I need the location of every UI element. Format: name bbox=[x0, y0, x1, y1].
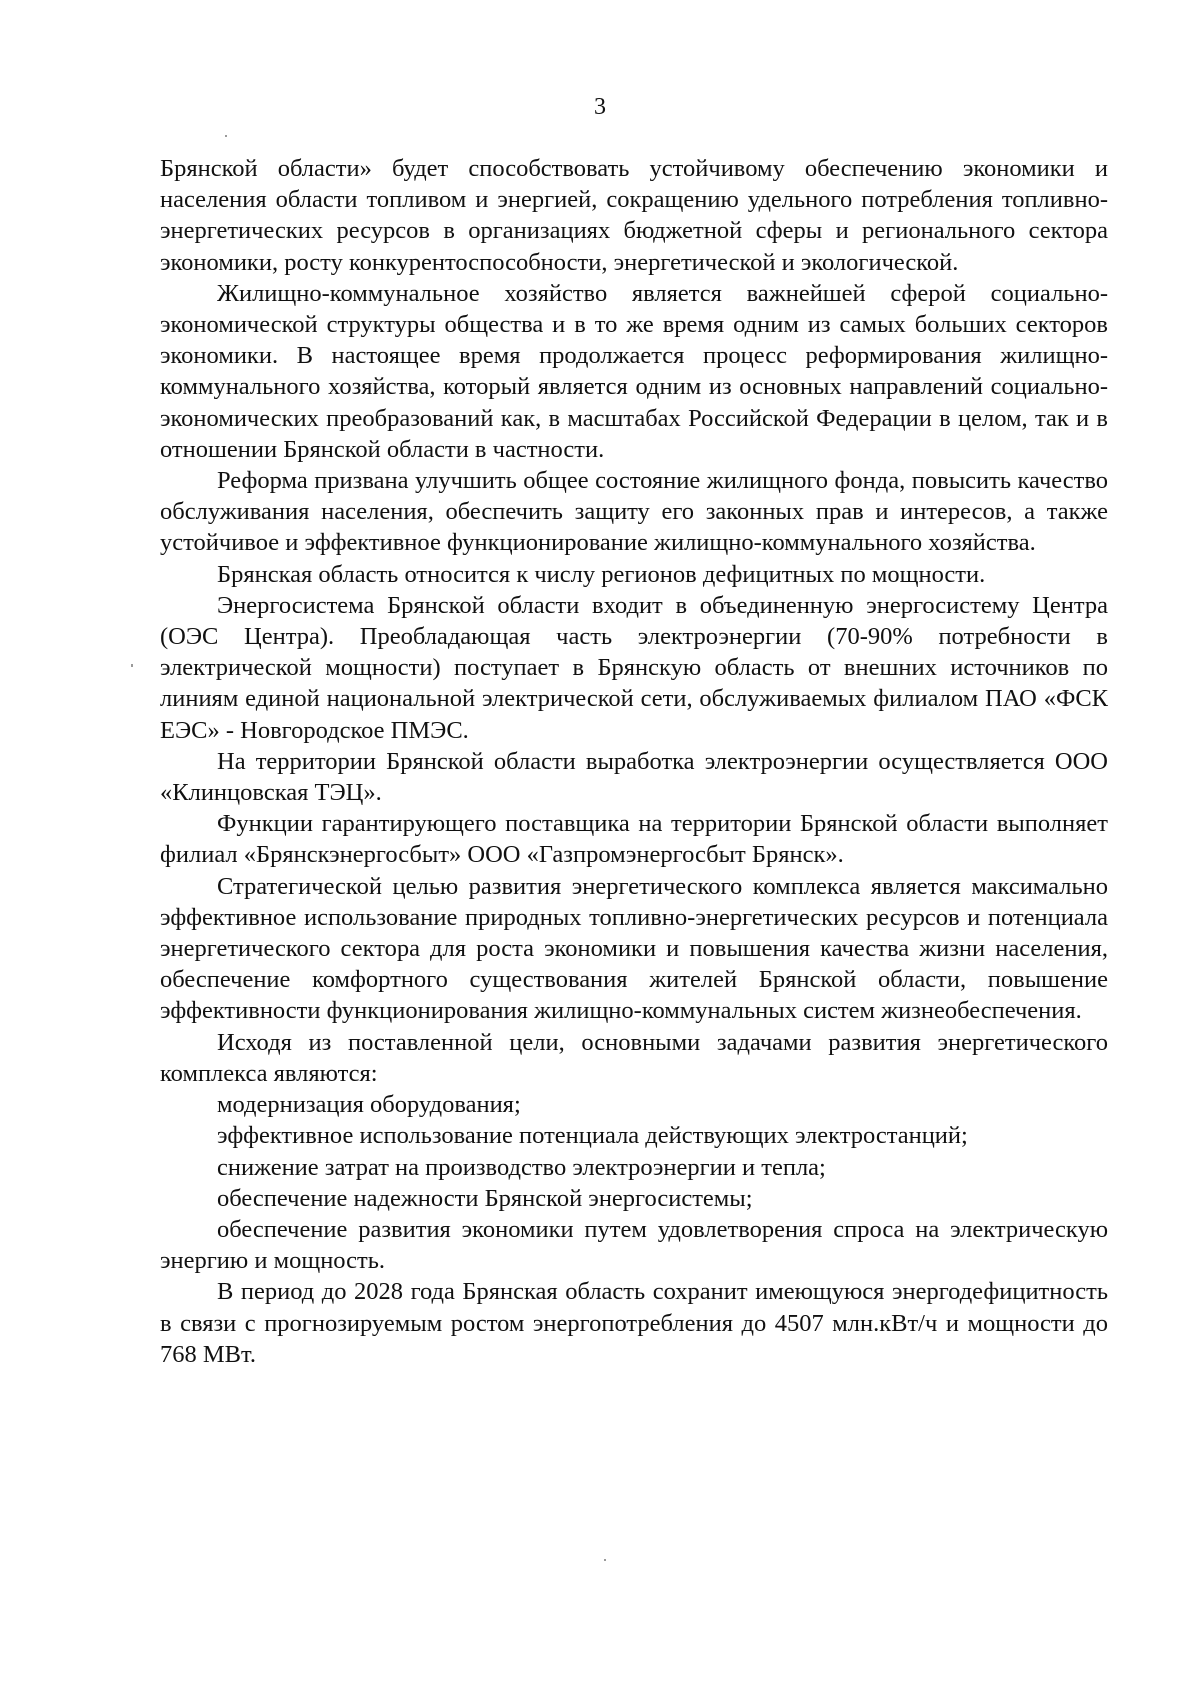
paragraph-energy-system: Энергосистема Брянской области входит в объединенную энергосистему Центра (ОЭС Центра). Преобладающая часть электроэнергии (70-90% потребности в электрической мощности) поступает в Брянскую область от внешних источников по линиям единой национальной электрической сети, обслуживаемых филиалом ПАО «ФСК ЕЭС» - Новгородское ПМЭС. bbox=[160, 591, 1108, 744]
task-item: обеспечение надежности Брянской энергосистемы; bbox=[217, 1184, 753, 1212]
scan-speck bbox=[131, 664, 133, 667]
task-list bbox=[160, 1089, 1108, 1276]
page-number: 3 bbox=[594, 94, 606, 120]
scan-speck bbox=[604, 1559, 606, 1561]
paragraph-reform: Реформа призвана улучшить общее состояние жилищного фонда, повысить качество обслуживания населения, обеспечить защиту его законных прав и интересов, а также устойчивое и эффективное функционирование жилищно-коммунального хозяйства. bbox=[160, 467, 1108, 557]
paragraph-strategic-goal: Стратегической целью развития энергетического комплекса является максимально эффективное использование природных топливно-энергетических ресурсов и потенциала энергетического сектора для роста экономики и повышения качества жизни населения, обеспечение комфортного существования жителей Брянской области, повышение эффективности функционирования жилищно-коммунальных систем жизнеобеспечения. bbox=[160, 872, 1108, 1025]
paragraph-forecast: В период до 2028 года Брянская область сохранит имеющуюся энергодефицитность в связи с прогнозируемым ростом энергопотребления до 4507 млн.кВт/ч и мощности до 768 МВт. bbox=[160, 1278, 1108, 1368]
task-item: обеспечение развития экономики путем удовлетворения спроса на электрическую энергию и мощность. bbox=[160, 1215, 1108, 1275]
paragraph-deficit: Брянская область относится к числу регионов дефицитных по мощности. bbox=[217, 560, 986, 588]
task-item: снижение затрат на производство электроэнергии и тепла; bbox=[217, 1153, 826, 1181]
paragraph-generation: На территории Брянской области выработка электроэнергии осуществляется ООО «Клинцовская ТЭЦ». bbox=[160, 747, 1108, 807]
paragraph-continuation: Брянской области» будет способствовать устойчивому обеспечению экономики и населения области топливом и энергией, сокращению удельного потребления топливно-энергетических ресурсов в организациях бюджетной сферы и регионального сектора экономики, росту конкурентоспособности, энергетической и экологической. bbox=[160, 155, 1108, 276]
paragraph-housing: Жилищно-коммунальное хозяйство является важнейшей сферой социально-экономической структуры общества и в то же время одним из самых больших секторов экономики. В настоящее время продолжается процесс реформирования жилищно-коммунального хозяйства, который является одним из основных направлений социально-экономических преобразований как, в масштабах Российской Федерации в целом, так и в отношении Брянской области в частности. bbox=[160, 279, 1108, 463]
task-item: эффективное использование потенциала действующих электростанций; bbox=[217, 1122, 968, 1150]
paragraph-supplier: Функции гарантирующего поставщика на территории Брянской области выполняет филиал «Брянскэнергосбыт» ООО «Газпромэнергосбыт Брянск». bbox=[160, 810, 1108, 869]
document-body bbox=[160, 153, 1108, 1370]
scan-speck bbox=[225, 135, 227, 137]
task-item: модернизация оборудования; bbox=[217, 1091, 521, 1119]
paragraph-tasks-intro: Исходя из поставленной цели, основными задачами развития энергетического комплекса являются: bbox=[160, 1028, 1108, 1087]
